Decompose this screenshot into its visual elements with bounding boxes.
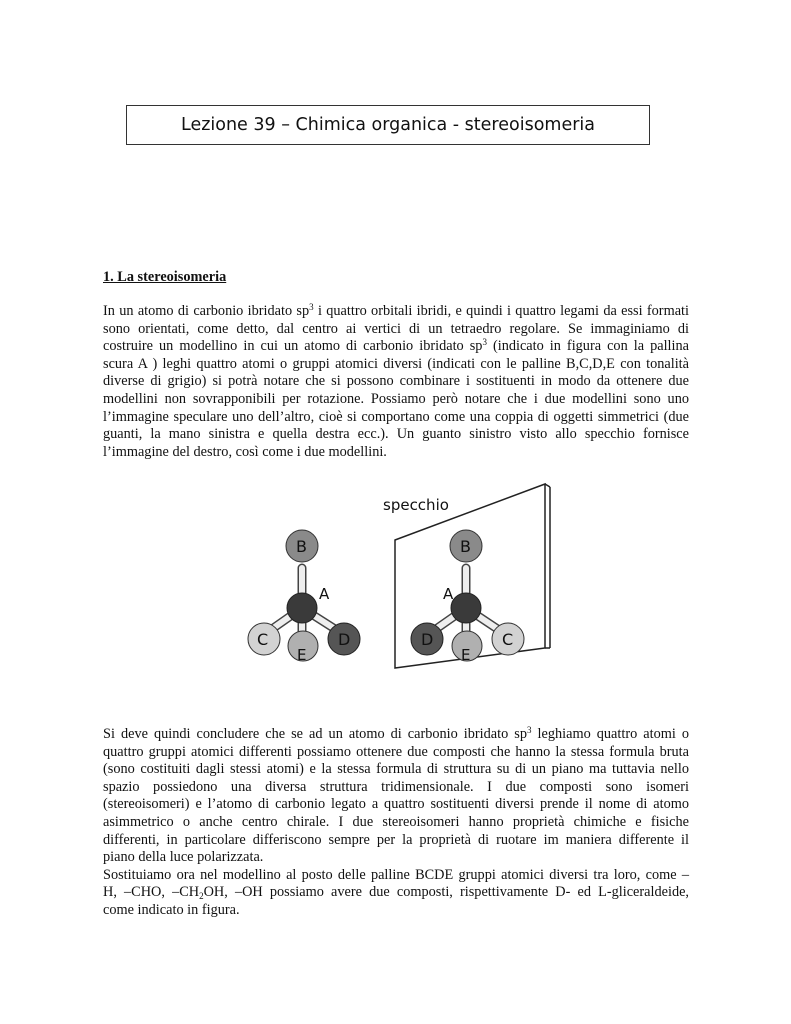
text-line: sono orientati, come detto, dal centro ai vertici di un tetraedro regolare. Se immaginiamo di (103, 320, 689, 337)
text-line: Sostituiamo ora nel modellino al posto delle palline BCDE gruppi atomici diversi tra loro, come – (103, 866, 689, 883)
atom-b-label: B (296, 537, 307, 556)
text-line: costruire un modellino in cui un atomo di carbonio ibridato $sp^3$ (indicato in figura con la pallina (103, 337, 689, 355)
text-line: diverse di grigio) si potrà notare che si possono combinare i sostituenti in modo da ottenere due (103, 373, 689, 390)
atom-a-label: A (319, 585, 330, 603)
text-line: l’immagine speculare uno dell’altro, cioè si comportano come una coppia di oggetti simmetrici (due (103, 408, 689, 425)
left-model (248, 530, 360, 664)
mirror-label: specchio (383, 496, 449, 514)
paragraph-intro (103, 303, 689, 461)
atom-a-right (451, 593, 481, 623)
text-line: differenti, in particolare differiscono sempre per la proprietà di ruotare im maniera differente il (103, 831, 689, 848)
section-heading: 1. La stereoisomeria (103, 269, 227, 285)
text-line: scura A ) leghi quattro atomi o gruppi atomici diversi (indicati con le palline B,C,D,E con tonalità (103, 355, 689, 372)
text-line: asimmetrico o anche centro chirale. I due stereoisomeri hanno proprietà chimiche e fisiche (103, 813, 689, 830)
atom-e-label: E (297, 646, 307, 664)
text-line: In un atomo di carbonio ibridato $sp^3$ i quattro orbitali ibridi, e quindi i quattro legami da essi formati (103, 302, 689, 319)
text-line: modellini non sovrapponibili per rotazione. Possiamo però notare che i due modellini sono uno (103, 390, 689, 407)
text-line: (sono costituiti dagli stessi atomi) e la stessa formula di struttura su di un piano ma tuttavia nello (103, 761, 689, 778)
atom-d-label: D (421, 630, 434, 649)
text-line: spazio possiedono una diversa struttura tridimensionale. I due composti sono isomeri (103, 778, 689, 795)
atom-d-label: D (338, 630, 351, 649)
text-line: (stereoisomeri) e l’atomo di carbonio legato a quattro sostituenti diversi prende il nome di atomo (103, 796, 689, 813)
page-title: Lezione 39 – Chimica organica - stereoisomeria (181, 115, 595, 135)
text-line: l’immagine del destro, così come i due modellini. (103, 443, 387, 460)
text-line: come indicato in figura. (103, 901, 240, 918)
title-box (126, 105, 650, 145)
atom-a-label: A (443, 585, 454, 603)
atom-c-label: C (502, 630, 514, 649)
text-line: guanti, la mano sinistra e quella destra ecc.). Un guanto sinistro visto allo specchio fornisce (103, 426, 689, 443)
text-line: piano della luce polarizzata. (103, 849, 264, 866)
atom-c-label: C (257, 630, 269, 649)
atom-b-label: B (460, 537, 471, 556)
atom-e-label: E (461, 646, 471, 664)
text-line: H, –CHO, $-CH_2OH$, –OH possiamo avere due composti, rispettivamente D- ed L-gliceraldeide, (103, 884, 690, 902)
enantiomer-figure (240, 478, 560, 678)
text-line: quattro gruppi atomici differenti possiamo ottenere due composti che hanno la stessa formula bruta (103, 743, 689, 760)
atom-a-left (287, 593, 317, 623)
text-line: Si deve quindi concludere che se ad un atomo di carbonio ibridato $sp^3$ leghiamo quattro atomi o (103, 725, 689, 742)
paragraph-conclusion (103, 726, 689, 920)
